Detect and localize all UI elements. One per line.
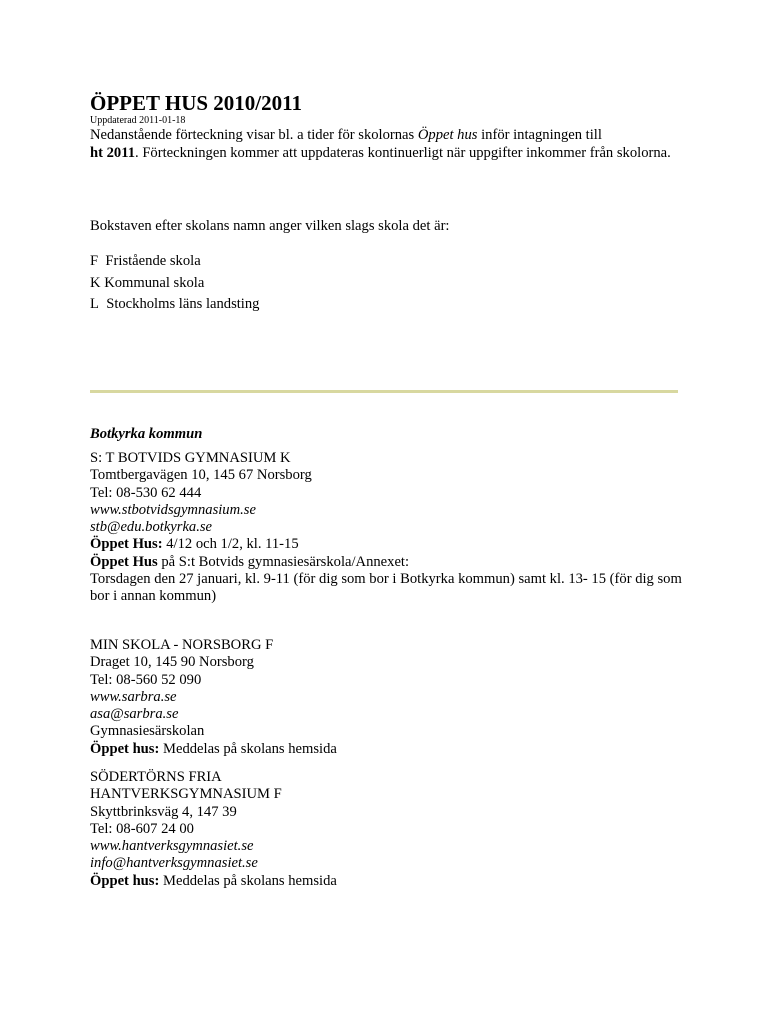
open-house-label: Öppet hus: (90, 740, 160, 757)
school-name: MIN SKOLA - NORSBORG F (90, 637, 274, 653)
section-divider (90, 390, 678, 393)
school-name-cont: HANTVERKSGYMNASIUM F (90, 786, 282, 803)
school-website-link[interactable]: www.stbotvidsgymnasium.se (90, 501, 256, 518)
intro-italic: Öppet hus (417, 127, 478, 143)
school-name: S: T BOTVIDS GYMNASIUM K (90, 450, 291, 466)
intro-bold: ht 2011 (90, 145, 136, 162)
school-entry (90, 450, 690, 606)
open-house-value: Meddelas på skolans hemsida (159, 872, 337, 889)
open-house-extra-label: Öppet Hus (90, 553, 158, 570)
open-house-value: Meddelas på skolans hemsida (159, 740, 337, 757)
intro-paragraph (90, 126, 690, 162)
legend-item (90, 251, 690, 273)
updated-date: Uppdaterad 2011-01-18 (90, 115, 186, 126)
page-title: ÖPPET HUS 2010/2011 (90, 91, 302, 115)
school-email-link[interactable]: stb@edu.botkyrka.se (90, 519, 213, 536)
school-entry (90, 637, 690, 758)
municipality-heading: Botkyrka kommun (90, 426, 203, 442)
school-phone: Tel: 08-607 24 00 (90, 820, 194, 837)
school-phone: Tel: 08-560 52 090 (90, 671, 202, 688)
legend-item (90, 273, 690, 295)
open-house-extra-value: på S:t Botvids gymnasiesärskola/Annexet: (157, 553, 410, 570)
open-house-extra-detail: Torsdagen den 27 januari, kl. 9-11 (för dig som bor i Botkyrka kommun) samt kl. 13- 15 (för dig som bor i annan kommun) (90, 571, 682, 605)
legend-text: Kommunal skola (104, 274, 205, 291)
open-house-line (90, 741, 690, 758)
school-type-legend (90, 251, 690, 316)
school-entry (90, 769, 690, 890)
open-house-label: Öppet hus: (90, 872, 160, 889)
intro-text-3: . Förteckningen kommer att uppdateras kontinuerligt när uppgifter inkommer från skolorna. (135, 145, 671, 162)
legend-text: Stockholms läns landsting (106, 296, 260, 312)
school-type-note: Bokstaven efter skolans namn anger vilken slags skola det är: (90, 218, 450, 234)
school-email-link[interactable]: info@hantverksgymnasiet.se (90, 855, 258, 872)
open-house-line (90, 873, 690, 890)
legend-code: F (90, 253, 99, 269)
open-house-value: 4/12 och 1/2, kl. 11-15 (162, 536, 299, 553)
intro-text-2: inför intagningen till (477, 127, 602, 143)
school-extra: Gymnasiesärskolan (90, 723, 205, 740)
school-website-link[interactable]: www.sarbra.se (90, 688, 177, 705)
school-name: SÖDERTÖRNS FRIA (90, 769, 222, 785)
open-house-extra-line (90, 554, 690, 571)
school-address: Tomtbergavägen 10, 145 67 Norsborg (90, 467, 312, 484)
intro-text-1: Nedanstående förteckning visar bl. a tider för skolornas (90, 127, 418, 143)
open-house-line (90, 536, 690, 553)
school-email-link[interactable]: asa@sarbra.se (90, 706, 179, 723)
legend-code: L (90, 296, 99, 312)
school-address: Skyttbrinksväg 4, 147 39 (90, 803, 237, 820)
school-phone: Tel: 08-530 62 444 (90, 484, 202, 501)
legend-text: Fristående skola (105, 253, 201, 269)
legend-item (90, 294, 690, 316)
school-address: Draget 10, 145 90 Norsborg (90, 654, 254, 671)
school-website-link[interactable]: www.hantverksgymnasiet.se (90, 838, 254, 855)
open-house-label: Öppet Hus: (90, 536, 163, 553)
legend-code: K (90, 274, 101, 291)
